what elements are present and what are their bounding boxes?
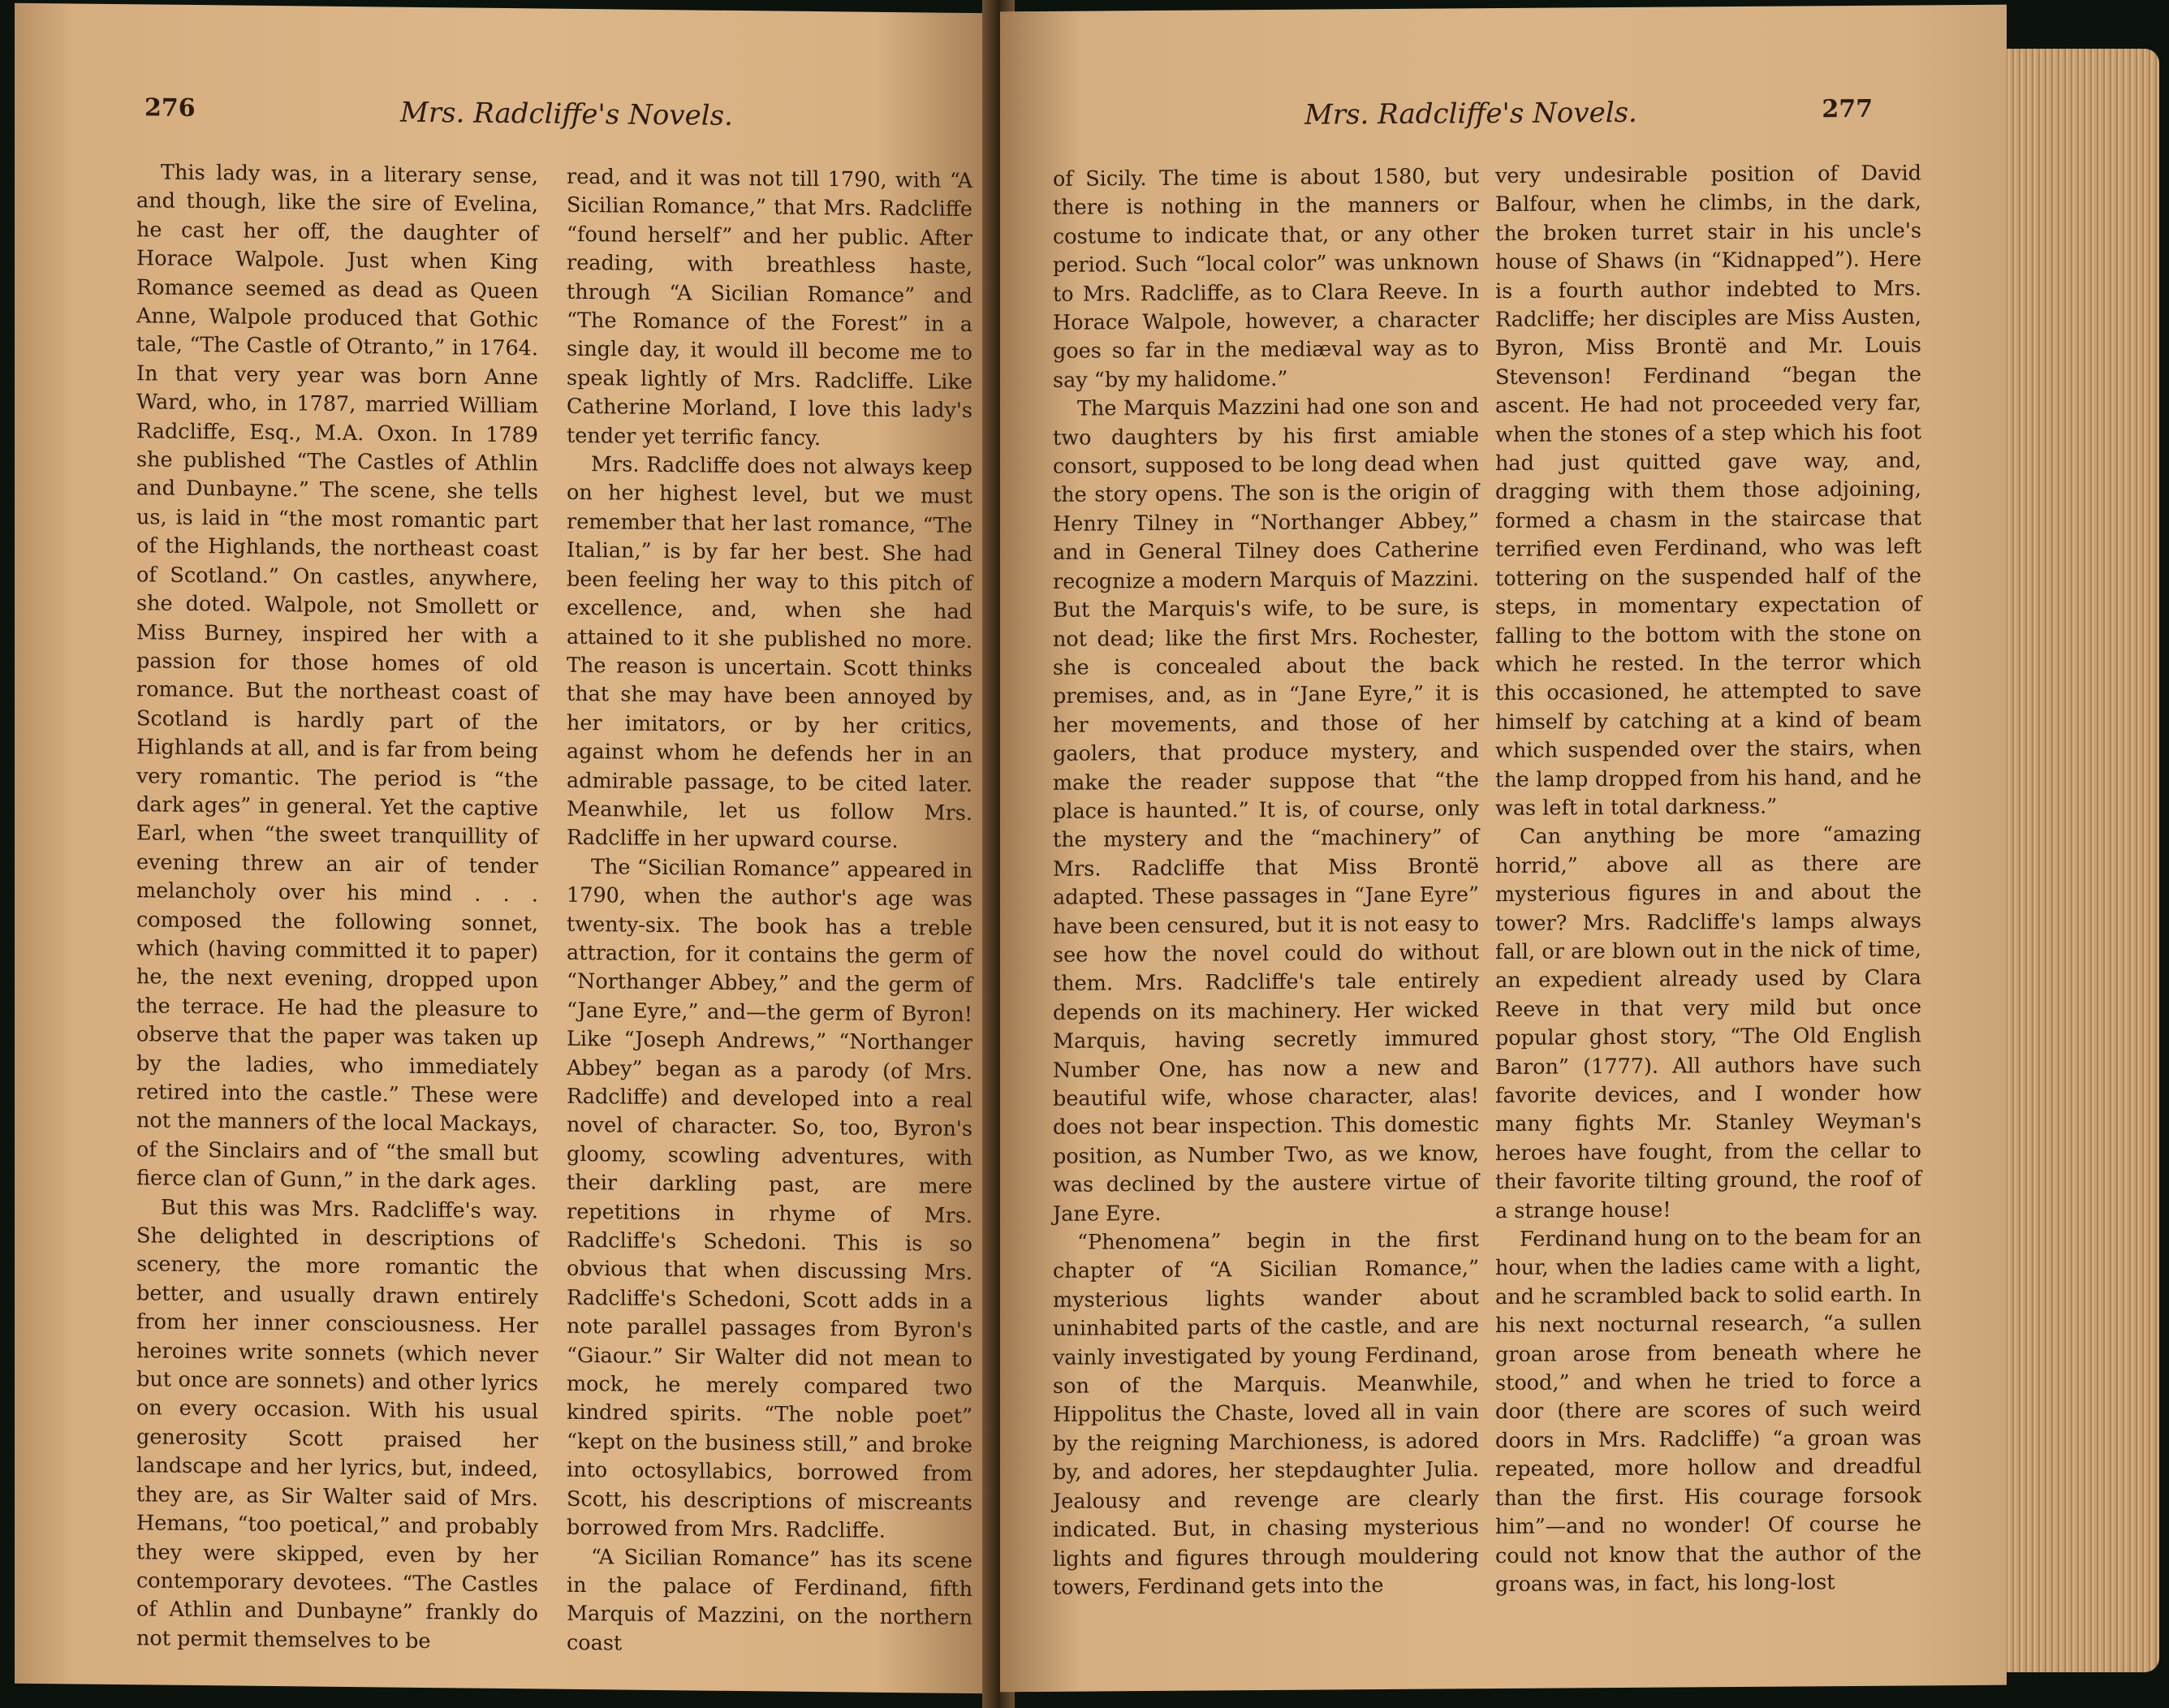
paragraph: of Sicily. The time is about 1580, but there is nothing in the manners or costume to indicate that, or any other period. Such “local color” was unknown to Mrs. Radcliffe, as to Clara Reeve. In Horace Walpole, however, a character goes so far in the mediæval way as to say “by my halidome.” (1053, 164, 1479, 393)
running-title: Mrs. Radcliffe's Novels. (1304, 96, 1637, 132)
paragraph: “Phenomena” begin in the first chapter of “A Sicilian Romance,” mysterious lights wander about uninhabited parts of the castle, and are vainly investigated by young Ferdinand, son of the Marquis. Meanwhile, Hippolitus the Chaste, loved all in vain by the reigning Marchioness, is adored by, and adores, her stepdaughter Julia. Jealousy and revenge are clearly indicated. But, in chasing mysterious lights and figures through mouldering towers, Ferdinand gets into the (1053, 1227, 1479, 1600)
left-page (15, 3, 993, 1694)
left-column-1 (136, 158, 538, 1657)
paragraph: The Marquis Mazzini had one son and two daughters by his first amiable consort, supposed to be long dead when the story opens. The son is the origin of Henry Tilney in “Northanger Abbey,” and in General Tilney does Catherine recognize a modern Marquis of Mazzini. But the Marquis's wife, to be sure, is not dead; like the first Mrs. Rochester, she is concealed about the back premises, and, as in “Jane Eyre,” it is her movements, and those of her gaolers, that produce mystery, and make the reader suppose that “the place is haunted.” It is, of course, only the mystery and the “machinery” of Mrs. Radcliffe that Miss Brontë adapted. These passages in “Jane Eyre” have been censured, but it is not easy to see how the novel could do without them. Mrs. Radcliffe's tale entirely depends on its machinery. Her wicked Marquis, having secretly immured Number One, has now a new and beautiful wife, whose character, alas! does not bear inspection. This domestic position, as Number Two, as we know, was declined by the austere virtue of Jane Eyre. (1053, 394, 1479, 1227)
right-page (1000, 5, 2007, 1693)
left-column-2 (567, 163, 972, 1662)
running-title: Mrs. Radcliffe's Novels. (400, 96, 733, 132)
paragraph: Mrs. Radcliffe does not always keep on her highest level, but we must remember that her last romance, “The Italian,” is by far her best. She had been feeling her way to this pitch of excellence, and, when she had attained to it she published no more. The reason is uncertain. Scott thinks that she may have been annoyed by her imitators, or by her critics, against whom he defends her in an admirable passage, to be cited later. Meanwhile, let us follow Mrs. Radcliffe in her upward course. (567, 452, 972, 854)
paragraph: This lady was, in a literary sense, and though, like the sire of Evelina, he cast her off, the daughter of Horace Walpole. Just when King Romance seemed as dead as Queen Anne, Walpole produced that Gothic tale, “The Castle of Otranto,” in 1764. In that very year was born Anne Ward, who, in 1787, married William Radcliffe, Esq., M.A. Oxon. In 1789 she published “The Castles of Athlin and Dunbayne.” The scene, she tells us, is laid in “the most romantic part of the Highlands, the northeast coast of Scotland.” On castles, anywhere, she doted. Walpole, not Smollett or Miss Burney, inspired her with a passion for those homes of old romance. But the northeast coast of Scotland is hardly part of the Highlands at all, and is far from being very romantic. The period is “the dark ages” in general. Yet the captive Earl, when “the sweet tranquillity of evening threw an air of tender melancholy over his mind . . . composed the following sonnet, which (having committed it to paper) he, the next evening, dropped upon the terrace. He had the pleasure to observe that the paper was taken up by the ladies, who immediately retired into the castle.” These were not the manners of the local Mackays, of the Sinclairs and of “the small but fierce clan of Gunn,” in the dark ages. (136, 160, 538, 1195)
paragraph: very undesirable position of David Balfour, when he climbs, in the dark, the broken turret stair in his uncle's house of Shaws (in “Kidnapped”). Here is a fourth author indebted to Mrs. Radcliffe; her disciples are Miss Austen, Byron, Miss Brontë and Mr. Louis Stevenson! Ferdinand “began the ascent. He had not proceeded very far, when the stones of a step which his foot had just quitted gave way, and, dragging with them those adjoining, formed a chasm in the staircase that terrified even Ferdinand, who was left tottering on the suspended half of the steps, in momentary expectation of falling to the bottom with the stone on which he rested. In the terror which this occasioned, he attempted to save himself by catching at a kind of beam which suspended over the stairs, when the lamp dropped from his hand, and he was left in total darkness.” (1495, 161, 1921, 822)
paragraph: read, and it was not till 1790, with “A Sicilian Romance,” that Mrs. Radcliffe “found herself” and her public. After reading, with breathless haste, through “A Sicilian Romance” and “The Romance of the Forest” in a single day, it would ill become me to speak lightly of Mrs. Radcliffe. Like Catherine Morland, I love this lady's tender yet terrific fancy. (567, 164, 972, 451)
paragraph: The “Sicilian Romance” appeared in 1790, when the author's age was twenty-six. The book has a treble attraction, for it contains the germ of “Northanger Abbey,” and the germ of “Jane Eyre,” and—the germ of Byron! Like “Joseph Andrews,” “Northanger Abbey” began as a parody (of Mrs. Radcliffe) and developed into a real novel of character. So, too, Byron's gloomy, scowling adventures, with their darkling past, are mere repetitions in rhyme of Mrs. Radcliffe's Schedoni. This is so obvious that when discussing Mrs. Radcliffe's Schedoni, Scott adds in a note parallel passages from Byron's “Giaour.” Sir Walter did not mean to mock, he merely compared two kindred spirits. “The noble poet” “kept on the business still,” and broke into octosyllabics, borrowed from Scott, his descriptions of miscreants borrowed from Mrs. Radcliffe. (567, 854, 972, 1544)
page-number: 277 (1822, 94, 1873, 124)
page-edges (1997, 49, 2159, 1672)
paragraph: Ferdinand hung on to the beam for an hour, when the ladies came with a light, and he scrambled back to solid earth. In his next nocturnal research, “a sullen groan arose from beneath where he stood,” and when he tried to force a door (there are scores of such weird doors in Mrs. Radcliffe) “a groan was repeated, more hollow and dreadful than the first. His courage forsook him”—and no wonder! Of course he could not know that the author of the groans was, in fact, his long-lost (1495, 1224, 1921, 1597)
left-page-header (15, 93, 993, 152)
paragraph: “A Sicilian Romance” has its scene in the palace of Ferdinand, fifth Marquis of Mazzini, on the northern coast (567, 1544, 972, 1656)
paragraph: Can anything be more “amazing horrid,” above all as there are mysterious figures in and about the tower? Mrs. Radcliffe's lamps always fall, or are blown out in the nick of time, an expedient already used by Clara Reeve in that very mild but once popular ghost story, “The Old English Baron” (1777). All authors have such favorite devices, and I wonder how many fights Mr. Stanley Weyman's heroes have fought, from the cellar to their favorite tilting ground, the roof of a strange house! (1495, 822, 1921, 1223)
right-page-header (1000, 94, 2007, 150)
right-column-2 (1495, 159, 1921, 1599)
paragraph: But this was Mrs. Radcliffe's way. She delighted in descriptions of scenery, the more romantic the better, and usually drawn entirely from her inner consciousness. Her heroines write sonnets (which never but once are sonnets) and other lyrics on every occasion. With his usual generosity Scott praised her landscape and her lyrics, but, indeed, they are, as Sir Walter said of Mrs. Hemans, “too poetical,” and probably they were skipped, even by her contemporary devotees. “The Castles of Athlin and Dunbayne” frankly do not permit themselves to be (136, 1195, 538, 1654)
page-number: 276 (144, 93, 196, 123)
right-column-1 (1053, 162, 1479, 1602)
